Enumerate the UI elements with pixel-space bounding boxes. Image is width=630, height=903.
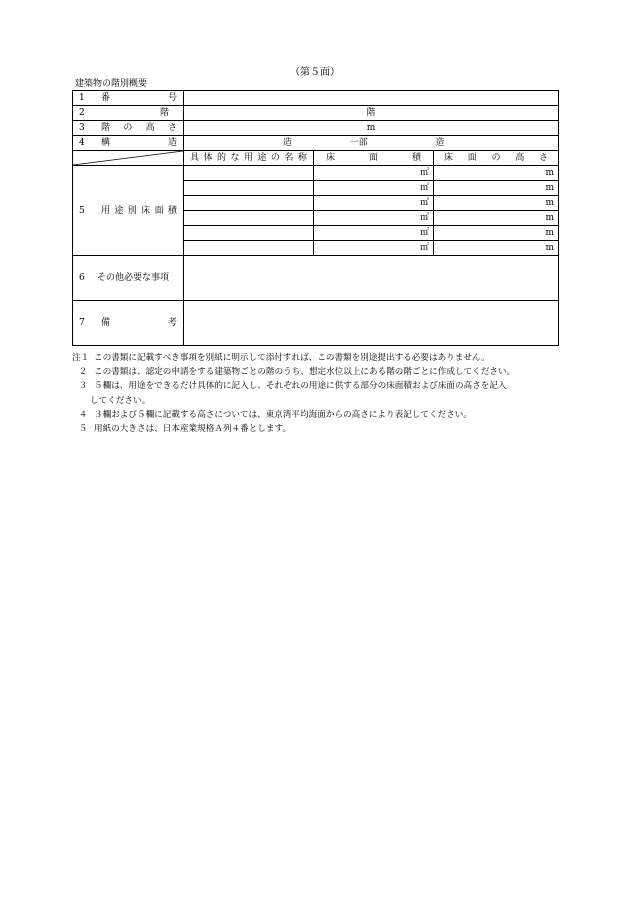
- field-floor[interactable]: [184, 106, 559, 121]
- field-structure[interactable]: [184, 136, 559, 151]
- structure-suffix-c: 造: [435, 138, 445, 148]
- floor-level-field[interactable]: [434, 166, 559, 181]
- label-remarks: 7 備 考: [73, 301, 184, 346]
- level-unit: m: [545, 228, 554, 238]
- row-floor: [73, 106, 559, 121]
- label-floor-height: 3 階 の 高 さ: [73, 121, 184, 136]
- page-label: （第５面）: [290, 67, 340, 78]
- field-number[interactable]: [184, 91, 559, 106]
- floor-unit: 階: [366, 108, 376, 118]
- structure-partial: 一部: [349, 138, 368, 148]
- floor-level-field[interactable]: [434, 181, 559, 196]
- note-item: ２ この書類は、認定の申請をする建築物ごとの階のうち、想定水位以上にある階の階ごとに作成してください。: [78, 367, 516, 378]
- floor-level-field[interactable]: [434, 241, 559, 256]
- structure-suffix-a: 造: [282, 138, 292, 148]
- level-unit: m: [545, 243, 554, 253]
- row-remarks: [73, 301, 559, 346]
- level-unit: m: [545, 168, 554, 178]
- floor-level-field[interactable]: [434, 211, 559, 226]
- notes: [72, 351, 572, 436]
- field-remarks[interactable]: [184, 301, 559, 346]
- floor-area-field[interactable]: [314, 196, 434, 211]
- field-floor-height[interactable]: [184, 121, 559, 136]
- label-number: 1 番 号: [73, 91, 184, 106]
- floor-area-field[interactable]: [314, 211, 434, 226]
- floor-area-field[interactable]: [314, 181, 434, 196]
- usage-name-field[interactable]: [184, 241, 314, 256]
- area-unit: ㎡: [419, 198, 429, 208]
- note-item: ４ ３欄および５欄に記載する高さについては、東京湾平均海面からの高さにより表記してください。: [78, 409, 472, 420]
- usage-name-field[interactable]: [184, 181, 314, 196]
- floor-area-field[interactable]: [314, 166, 434, 181]
- area-unit: ㎡: [419, 183, 429, 193]
- area-unit: ㎡: [419, 228, 429, 238]
- row-structure: [73, 136, 559, 151]
- height-unit: m: [366, 123, 376, 133]
- area-unit: ㎡: [419, 213, 429, 223]
- row-number: [73, 91, 559, 106]
- usage-name-field[interactable]: [184, 211, 314, 226]
- row-other-matters: [73, 256, 559, 301]
- usage-name-field[interactable]: [184, 226, 314, 241]
- floor-overview-table: [72, 90, 559, 346]
- field-other-matters[interactable]: [184, 256, 559, 301]
- label-floor: 2 階: [73, 106, 184, 121]
- section-title: 建築物の階別概要: [75, 79, 148, 89]
- label-usage-floor-area: 5 用 途 別 床 面 積: [73, 166, 184, 256]
- floor-level-field[interactable]: [434, 196, 559, 211]
- level-unit: m: [545, 213, 554, 223]
- floor-area-field[interactable]: [314, 241, 434, 256]
- diagonal-cell: [73, 151, 184, 166]
- floor-level-field[interactable]: [434, 226, 559, 241]
- label-structure: 4 構 造: [73, 136, 184, 151]
- area-unit: ㎡: [419, 168, 429, 178]
- note-item: ３ ５欄は、用途をできるだけ具体的に記入し、それぞれの用途に供する部分の床面積および床面の高さを記入: [78, 381, 507, 392]
- diagonal-line: [73, 151, 183, 165]
- header-floor-level: 床 面 の 高 さ: [434, 151, 559, 166]
- usage-name-field[interactable]: [184, 166, 314, 181]
- header-usage-name: 具 体 的 な 用 途 の 名 称: [184, 151, 314, 166]
- label-other-matters: 6 その他必要な事項: [73, 256, 184, 301]
- header-floor-area: 床 面 積: [314, 151, 434, 166]
- row-usage-header: [73, 151, 559, 166]
- usage-row: [73, 166, 559, 181]
- note-item: 注１ この書類に記載すべき事項を別紙に明示して添付すれば、この書類を別途提出する必要はありません。: [72, 353, 490, 363]
- level-unit: m: [545, 198, 554, 208]
- floor-area-field[interactable]: [314, 226, 434, 241]
- usage-name-field[interactable]: [184, 196, 314, 211]
- note-item: ５ 用紙の大きさは、日本産業規格Ａ列４番とします。: [78, 424, 291, 435]
- area-unit: ㎡: [419, 243, 429, 253]
- row-floor-height: [73, 121, 559, 136]
- level-unit: m: [545, 183, 554, 193]
- note-continuation: してください。: [90, 395, 151, 406]
